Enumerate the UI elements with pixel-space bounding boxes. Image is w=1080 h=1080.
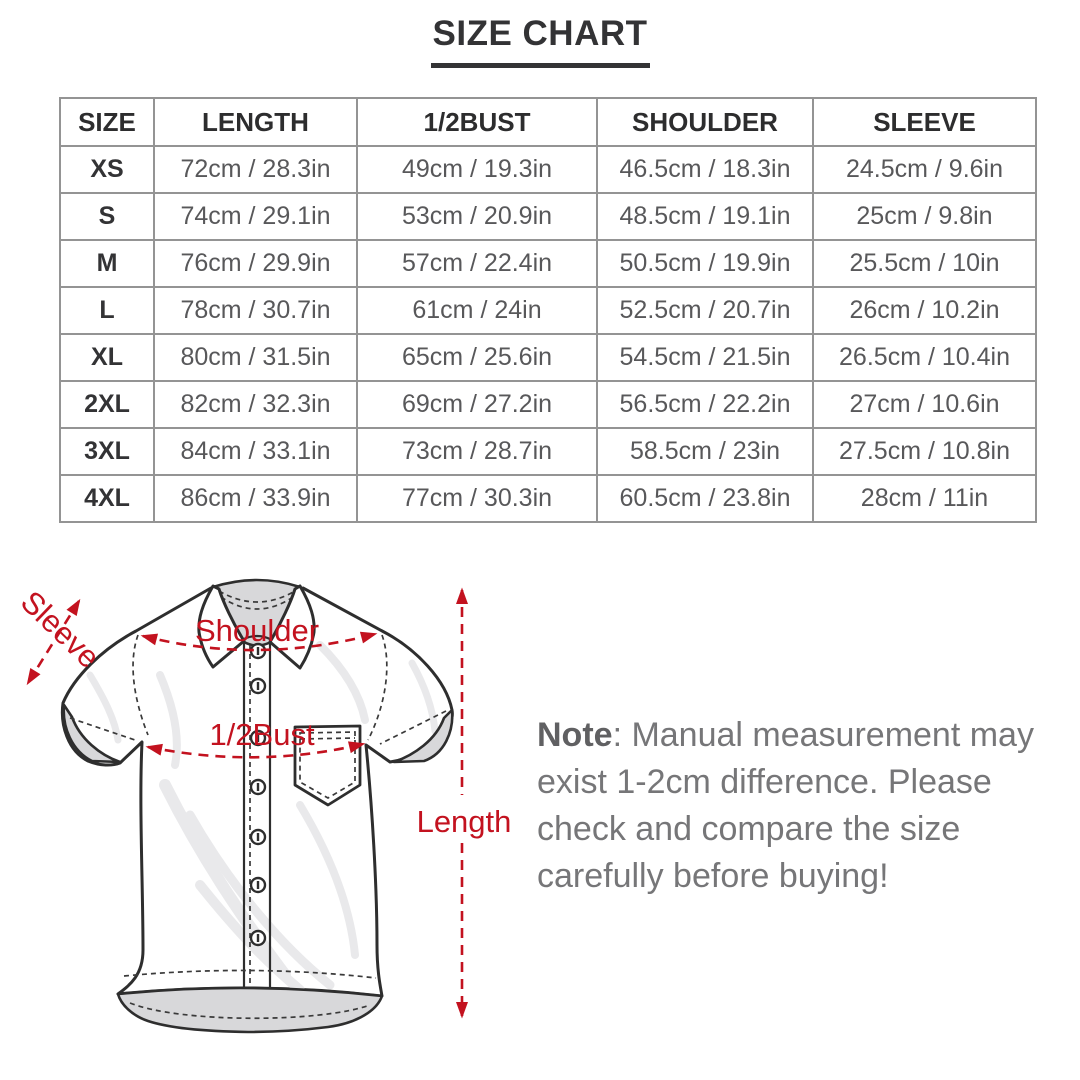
measurement-cell: 72cm / 28.3in (154, 146, 357, 193)
measurement-cell: 46.5cm / 18.3in (597, 146, 813, 193)
measurement-cell: 26.5cm / 10.4in (813, 334, 1036, 381)
shoulder-label: Shoulder (194, 613, 320, 648)
measurement-cell: 77cm / 30.3in (357, 475, 597, 522)
column-header-shoulder: SHOULDER (597, 98, 813, 146)
measurement-cell: 52.5cm / 20.7in (597, 287, 813, 334)
size-table (59, 97, 1037, 523)
size-cell: XL (60, 334, 154, 381)
button (251, 679, 265, 693)
shirt-measurement-diagram (0, 555, 540, 1080)
header-row (60, 98, 1036, 146)
measurement-cell: 60.5cm / 23.8in (597, 475, 813, 522)
measurement-cell: 27.5cm / 10.8in (813, 428, 1036, 475)
measurement-cell: 48.5cm / 19.1in (597, 193, 813, 240)
measurement-cell: 28cm / 11in (813, 475, 1036, 522)
measurement-cell: 65cm / 25.6in (357, 334, 597, 381)
measurement-cell: 84cm / 33.1in (154, 428, 357, 475)
size-cell: 3XL (60, 428, 154, 475)
measurement-cell: 57cm / 22.4in (357, 240, 597, 287)
measurement-cell: 53cm / 20.9in (357, 193, 597, 240)
column-header-size: SIZE (60, 98, 154, 146)
measurement-cell: 74cm / 29.1in (154, 193, 357, 240)
measurement-cell: 61cm / 24in (357, 287, 597, 334)
table-row-3xl (60, 428, 1036, 475)
note-text (537, 712, 1037, 900)
size-cell: 2XL (60, 381, 154, 428)
measurement-cell: 82cm / 32.3in (154, 381, 357, 428)
measurement-cell: 78cm / 30.7in (154, 287, 357, 334)
column-header-halfbust: 1/2BUST (357, 98, 597, 146)
button (251, 830, 265, 844)
size-cell: XS (60, 146, 154, 193)
measurement-cell: 73cm / 28.7in (357, 428, 597, 475)
button (251, 931, 265, 945)
size-cell: S (60, 193, 154, 240)
measurement-cell: 58.5cm / 23in (597, 428, 813, 475)
sleeve-label: Sleeve (14, 583, 107, 675)
measurement-cell: 56.5cm / 22.2in (597, 381, 813, 428)
measurement-cell: 25.5cm / 10in (813, 240, 1036, 287)
measurement-cell: 50.5cm / 19.9in (597, 240, 813, 287)
size-cell: L (60, 287, 154, 334)
title-row (0, 14, 1080, 68)
column-header-sleeve: SLEEVE (813, 98, 1036, 146)
measurement-cell: 69cm / 27.2in (357, 381, 597, 428)
measurement-cell: 86cm / 33.9in (154, 475, 357, 522)
measurement-cell: 27cm / 10.6in (813, 381, 1036, 428)
length-label: Length (416, 804, 512, 839)
table-row-xl (60, 334, 1036, 381)
note-line: carefully before buying! (537, 857, 889, 895)
table-row-m (60, 240, 1036, 287)
table-row-s (60, 193, 1036, 240)
table-row-l (60, 287, 1036, 334)
half-bust-label: 1/2Bust (209, 717, 315, 752)
measurement-cell: 80cm / 31.5in (154, 334, 357, 381)
table-row-4xl (60, 475, 1036, 522)
button (251, 780, 265, 794)
measurement-cell: 26cm / 10.2in (813, 287, 1036, 334)
note-line: Note: Manual measurement may (537, 716, 1034, 754)
button (251, 878, 265, 892)
measurement-cell: 24.5cm / 9.6in (813, 146, 1036, 193)
note-label: Note (537, 716, 613, 754)
page-title: SIZE CHART (431, 14, 650, 68)
measurement-cell: 54.5cm / 21.5in (597, 334, 813, 381)
measurement-cell: 25cm / 9.8in (813, 193, 1036, 240)
measurement-cell: 76cm / 29.9in (154, 240, 357, 287)
size-cell: M (60, 240, 154, 287)
table-row-xs (60, 146, 1036, 193)
size-cell: 4XL (60, 475, 154, 522)
note-line: exist 1-2cm difference. Please (537, 763, 992, 801)
table-row-2xl (60, 381, 1036, 428)
column-header-length: LENGTH (154, 98, 357, 146)
measurement-cell: 49cm / 19.3in (357, 146, 597, 193)
note-line: check and compare the size (537, 810, 961, 848)
